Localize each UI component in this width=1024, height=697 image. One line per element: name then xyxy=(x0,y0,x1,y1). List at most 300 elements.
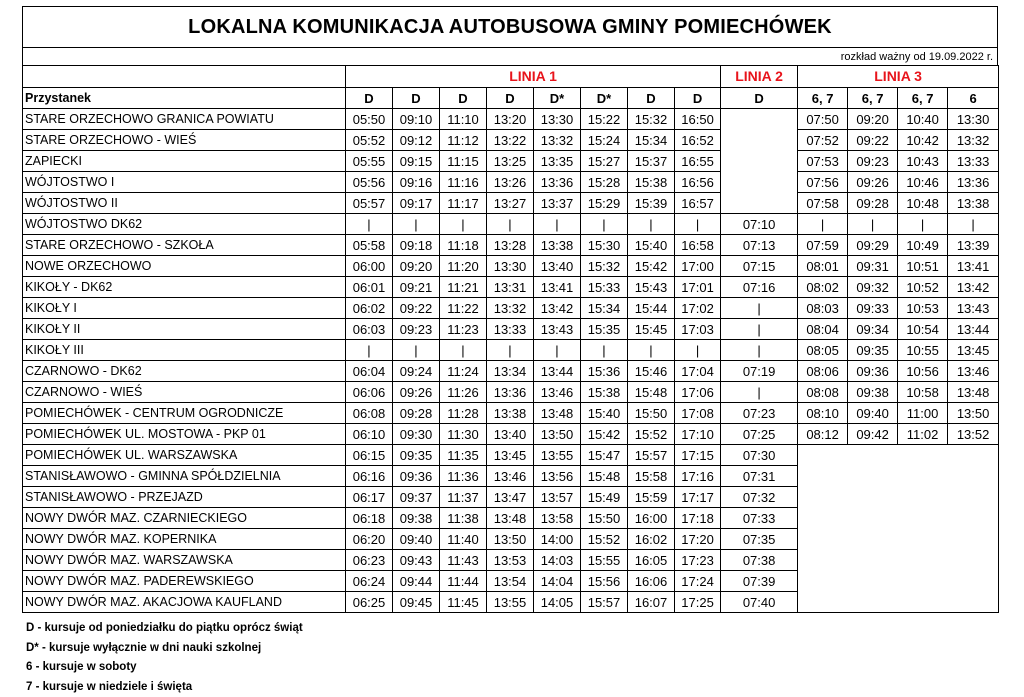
departure-time: 07:31 xyxy=(721,466,798,487)
departure-time: 15:52 xyxy=(581,529,628,550)
stop-name: POMIECHÓWEK UL. MOSTOWA - PKP 01 xyxy=(23,424,346,445)
departure-time: 09:23 xyxy=(393,319,440,340)
departure-time: 06:15 xyxy=(346,445,393,466)
departure-time: | xyxy=(581,340,628,361)
departure-time: 13:36 xyxy=(487,382,534,403)
departure-time: 11:23 xyxy=(440,319,487,340)
departure-time: 09:26 xyxy=(393,382,440,403)
departure-time: 07:32 xyxy=(721,487,798,508)
departure-time: 13:25 xyxy=(487,151,534,172)
departure-time: 17:17 xyxy=(675,487,721,508)
departure-time: | xyxy=(628,214,675,235)
departure-time: 09:28 xyxy=(848,193,898,214)
departure-time: 13:35 xyxy=(534,151,581,172)
departure-time: 10:42 xyxy=(898,130,948,151)
departure-time: 15:59 xyxy=(628,487,675,508)
table-row xyxy=(23,130,999,151)
table-row xyxy=(23,361,999,382)
departure-time: 09:38 xyxy=(848,382,898,403)
departure-time: 17:08 xyxy=(675,403,721,424)
departure-time: 09:37 xyxy=(393,487,440,508)
departure-time: 15:50 xyxy=(581,508,628,529)
departure-time: 13:43 xyxy=(534,319,581,340)
departure-time: 16:00 xyxy=(628,508,675,529)
departure-time: 09:20 xyxy=(848,109,898,130)
line-2-header: LINIA 2 xyxy=(721,66,798,88)
departure-time: 10:55 xyxy=(898,340,948,361)
departure-time: 16:58 xyxy=(675,235,721,256)
departure-time: 06:01 xyxy=(346,277,393,298)
departure-time: 08:04 xyxy=(798,319,848,340)
departure-time: 13:40 xyxy=(534,256,581,277)
departure-time: 07:33 xyxy=(721,508,798,529)
departure-time: 13:56 xyxy=(534,466,581,487)
departure-time: 16:06 xyxy=(628,571,675,592)
departure-time: 15:57 xyxy=(628,445,675,466)
departure-time: 16:02 xyxy=(628,529,675,550)
departure-time: 17:15 xyxy=(675,445,721,466)
stop-name: STARE ORZECHOWO - SZKOŁA xyxy=(23,235,346,256)
departure-time: 06:10 xyxy=(346,424,393,445)
departure-time: 06:25 xyxy=(346,592,393,613)
departure-time: 09:20 xyxy=(393,256,440,277)
departure-time: 09:34 xyxy=(848,319,898,340)
departure-time: 17:00 xyxy=(675,256,721,277)
departure-time: 11:24 xyxy=(440,361,487,382)
day-code: 6, 7 xyxy=(848,88,898,109)
table-row xyxy=(23,235,999,256)
departure-time: 15:27 xyxy=(581,151,628,172)
departure-time: 09:36 xyxy=(393,466,440,487)
departure-time: 11:38 xyxy=(440,508,487,529)
departure-time: 16:52 xyxy=(675,130,721,151)
departure-time: | xyxy=(898,214,948,235)
departure-time: 09:30 xyxy=(393,424,440,445)
departure-time: 15:38 xyxy=(581,382,628,403)
table-row xyxy=(23,193,999,214)
departure-time: 15:46 xyxy=(628,361,675,382)
departure-time: 16:57 xyxy=(675,193,721,214)
departure-time: 05:55 xyxy=(346,151,393,172)
departure-time: | xyxy=(487,340,534,361)
stop-name: NOWY DWÓR MAZ. AKACJOWA KAUFLAND xyxy=(23,592,346,613)
departure-time: | xyxy=(848,214,898,235)
legend-item: 7 - kursuje w niedziele i święta xyxy=(26,678,303,697)
departure-time: 13:33 xyxy=(948,151,999,172)
departure-time: 13:38 xyxy=(487,403,534,424)
departure-time: 10:43 xyxy=(898,151,948,172)
departure-time: 17:10 xyxy=(675,424,721,445)
departure-time: 17:16 xyxy=(675,466,721,487)
departure-time: | xyxy=(393,340,440,361)
departure-time: 13:46 xyxy=(948,361,999,382)
departure-time: 07:53 xyxy=(798,151,848,172)
departure-time: 11:30 xyxy=(440,424,487,445)
departure-time: 11:20 xyxy=(440,256,487,277)
departure-time: 09:42 xyxy=(848,424,898,445)
departure-time: 13:42 xyxy=(534,298,581,319)
departure-time: 15:55 xyxy=(581,550,628,571)
departure-time: 09:12 xyxy=(393,130,440,151)
departure-time: 13:52 xyxy=(948,424,999,445)
departure-time: | xyxy=(798,214,848,235)
departure-time: 13:22 xyxy=(487,130,534,151)
legend xyxy=(26,619,303,697)
departure-time: 15:40 xyxy=(628,235,675,256)
stop-name: STARE ORZECHOWO - WIEŚ xyxy=(23,130,346,151)
departure-time: 11:17 xyxy=(440,193,487,214)
departure-time: 17:25 xyxy=(675,592,721,613)
departure-time: 13:28 xyxy=(487,235,534,256)
day-code: 6 xyxy=(948,88,999,109)
departure-time: 13:30 xyxy=(487,256,534,277)
stop-name: KIKOŁY II xyxy=(23,319,346,340)
stop-name: CZARNOWO - WIEŚ xyxy=(23,382,346,403)
departure-time: 13:57 xyxy=(534,487,581,508)
departure-time: 15:42 xyxy=(581,424,628,445)
departure-time: 06:24 xyxy=(346,571,393,592)
departure-time: | xyxy=(440,340,487,361)
stop-name: NOWY DWÓR MAZ. KOPERNIKA xyxy=(23,529,346,550)
departure-time: 06:04 xyxy=(346,361,393,382)
departure-time: 09:38 xyxy=(393,508,440,529)
day-code: 6, 7 xyxy=(798,88,848,109)
departure-time: 14:03 xyxy=(534,550,581,571)
departure-time: 13:39 xyxy=(948,235,999,256)
departure-time: 17:18 xyxy=(675,508,721,529)
stop-name: POMIECHÓWEK - CENTRUM OGRODNICZE xyxy=(23,403,346,424)
departure-time: 05:56 xyxy=(346,172,393,193)
departure-time: 15:56 xyxy=(581,571,628,592)
departure-time: 15:22 xyxy=(581,109,628,130)
departure-time: 07:56 xyxy=(798,172,848,193)
departure-time: 07:30 xyxy=(721,445,798,466)
departure-time: 09:21 xyxy=(393,277,440,298)
departure-time: 15:28 xyxy=(581,172,628,193)
departure-time: 15:45 xyxy=(628,319,675,340)
departure-time: 10:46 xyxy=(898,172,948,193)
departure-time: | xyxy=(346,214,393,235)
departure-time: 10:56 xyxy=(898,361,948,382)
table-row xyxy=(23,382,999,403)
departure-time: | xyxy=(721,340,798,361)
departure-time: 09:33 xyxy=(848,298,898,319)
departure-time: 15:32 xyxy=(628,109,675,130)
departure-time: 11:40 xyxy=(440,529,487,550)
departure-time: 08:08 xyxy=(798,382,848,403)
departure-time: 07:59 xyxy=(798,235,848,256)
departure-time: 09:32 xyxy=(848,277,898,298)
departure-time: 05:50 xyxy=(346,109,393,130)
departure-time: | xyxy=(675,214,721,235)
departure-time: 13:47 xyxy=(487,487,534,508)
departure-time: 13:40 xyxy=(487,424,534,445)
departure-time: | xyxy=(581,214,628,235)
departure-time: 15:47 xyxy=(581,445,628,466)
table-row xyxy=(23,298,999,319)
validity-note: rozkład ważny od 19.09.2022 r. xyxy=(22,47,998,65)
legend-item: D - kursuje od poniedziałku do piątku oprócz świąt xyxy=(26,619,303,639)
departure-time: 06:08 xyxy=(346,403,393,424)
departure-time: 07:50 xyxy=(798,109,848,130)
departure-time: 07:58 xyxy=(798,193,848,214)
table-row xyxy=(23,214,999,235)
departure-time: 10:58 xyxy=(898,382,948,403)
departure-time: | xyxy=(487,214,534,235)
departure-time: 17:02 xyxy=(675,298,721,319)
departure-time: 13:58 xyxy=(534,508,581,529)
departure-time: 09:22 xyxy=(393,298,440,319)
departure-time: 16:05 xyxy=(628,550,675,571)
departure-time: 15:58 xyxy=(628,466,675,487)
day-code: D xyxy=(721,88,798,109)
departure-time: | xyxy=(393,214,440,235)
departure-time: 09:23 xyxy=(848,151,898,172)
table-row xyxy=(23,109,999,130)
departure-time: 15:37 xyxy=(628,151,675,172)
departure-time: 11:15 xyxy=(440,151,487,172)
departure-time: 11:45 xyxy=(440,592,487,613)
legend-item: D* - kursuje wyłącznie w dni nauki szkolnej xyxy=(26,639,303,659)
departure-time: 08:05 xyxy=(798,340,848,361)
departure-time: 14:04 xyxy=(534,571,581,592)
legend-item: 6 - kursuje w soboty xyxy=(26,658,303,678)
departure-time: 13:20 xyxy=(487,109,534,130)
stop-name: STANISŁAWOWO - PRZEJAZD xyxy=(23,487,346,508)
timetable-body xyxy=(23,109,999,613)
departure-time: 15:57 xyxy=(581,592,628,613)
departure-time: 11:36 xyxy=(440,466,487,487)
departure-time: 09:28 xyxy=(393,403,440,424)
header-blank-cell xyxy=(23,66,346,88)
departure-time: 07:13 xyxy=(721,235,798,256)
departure-time: | xyxy=(628,340,675,361)
day-code: D xyxy=(393,88,440,109)
day-code: 6, 7 xyxy=(898,88,948,109)
day-code: D xyxy=(628,88,675,109)
departure-time: 09:35 xyxy=(848,340,898,361)
departure-time: 09:40 xyxy=(393,529,440,550)
departure-time: 09:44 xyxy=(393,571,440,592)
table-row xyxy=(23,445,999,466)
table-row xyxy=(23,172,999,193)
departure-time: | xyxy=(346,340,393,361)
departure-time: 07:23 xyxy=(721,403,798,424)
departure-time: 09:15 xyxy=(393,151,440,172)
table-row xyxy=(23,256,999,277)
departure-time: 13:38 xyxy=(948,193,999,214)
departure-time: 07:16 xyxy=(721,277,798,298)
departure-time: 13:45 xyxy=(948,340,999,361)
stop-name: NOWY DWÓR MAZ. CZARNIECKIEGO xyxy=(23,508,346,529)
departure-time: 13:30 xyxy=(948,109,999,130)
departure-time: 13:32 xyxy=(948,130,999,151)
departure-time: 11:35 xyxy=(440,445,487,466)
departure-time: 06:06 xyxy=(346,382,393,403)
departure-time: 06:02 xyxy=(346,298,393,319)
departure-time: | xyxy=(534,340,581,361)
table-row xyxy=(23,424,999,445)
departure-time: 13:27 xyxy=(487,193,534,214)
departure-time: 13:55 xyxy=(487,592,534,613)
departure-time: 05:58 xyxy=(346,235,393,256)
departure-time: 17:04 xyxy=(675,361,721,382)
departure-time: 15:43 xyxy=(628,277,675,298)
table-row xyxy=(23,319,999,340)
departure-time: 15:24 xyxy=(581,130,628,151)
departure-time: 13:41 xyxy=(948,256,999,277)
departure-time: 17:20 xyxy=(675,529,721,550)
departure-time: 15:52 xyxy=(628,424,675,445)
day-code: D* xyxy=(581,88,628,109)
departure-time: 09:35 xyxy=(393,445,440,466)
departure-time: 06:00 xyxy=(346,256,393,277)
departure-time: 06:18 xyxy=(346,508,393,529)
departure-time: | xyxy=(721,319,798,340)
departure-time: 15:34 xyxy=(581,298,628,319)
departure-time: 13:44 xyxy=(534,361,581,382)
stop-name: POMIECHÓWEK UL. WARSZAWSKA xyxy=(23,445,346,466)
stop-name: WÓJTOSTWO I xyxy=(23,172,346,193)
departure-time: 06:03 xyxy=(346,319,393,340)
departure-time: 11:37 xyxy=(440,487,487,508)
departure-time: 11:10 xyxy=(440,109,487,130)
departure-time: 07:25 xyxy=(721,424,798,445)
departure-time: 09:36 xyxy=(848,361,898,382)
departure-time: 15:39 xyxy=(628,193,675,214)
departure-time: 16:07 xyxy=(628,592,675,613)
departure-time: 16:55 xyxy=(675,151,721,172)
departure-time: 13:42 xyxy=(948,277,999,298)
stop-name: KIKOŁY I xyxy=(23,298,346,319)
departure-time: | xyxy=(675,340,721,361)
table-row xyxy=(23,340,999,361)
line-2-empty-cell xyxy=(721,109,798,214)
departure-time: 13:32 xyxy=(534,130,581,151)
departure-time: 13:45 xyxy=(487,445,534,466)
stop-name: CZARNOWO - DK62 xyxy=(23,361,346,382)
departure-time: | xyxy=(721,382,798,403)
departure-time: 08:02 xyxy=(798,277,848,298)
departure-time: 07:52 xyxy=(798,130,848,151)
line-1-header: LINIA 1 xyxy=(346,66,721,88)
departure-time: 13:38 xyxy=(534,235,581,256)
departure-time: 15:29 xyxy=(581,193,628,214)
departure-time: 07:10 xyxy=(721,214,798,235)
stop-name: NOWE ORZECHOWO xyxy=(23,256,346,277)
departure-time: 11:00 xyxy=(898,403,948,424)
departure-time: 05:52 xyxy=(346,130,393,151)
departure-time: 10:52 xyxy=(898,277,948,298)
stop-name: NOWY DWÓR MAZ. WARSZAWSKA xyxy=(23,550,346,571)
stop-name: STARE ORZECHOWO GRANICA POWIATU xyxy=(23,109,346,130)
departure-time: 15:42 xyxy=(628,256,675,277)
timetable xyxy=(22,65,999,613)
departure-time: | xyxy=(440,214,487,235)
departure-time: 13:30 xyxy=(534,109,581,130)
departure-time: 13:55 xyxy=(534,445,581,466)
stop-name: ZAPIECKI xyxy=(23,151,346,172)
departure-time: 17:01 xyxy=(675,277,721,298)
departure-time: 07:40 xyxy=(721,592,798,613)
departure-time: | xyxy=(948,214,999,235)
departure-time: 09:29 xyxy=(848,235,898,256)
departure-time: 11:02 xyxy=(898,424,948,445)
stop-name: STANISŁAWOWO - GMINNA SPÓŁDZIELNIA xyxy=(23,466,346,487)
departure-time: 09:16 xyxy=(393,172,440,193)
departure-time: 15:48 xyxy=(628,382,675,403)
departure-time: 06:16 xyxy=(346,466,393,487)
departure-time: 14:05 xyxy=(534,592,581,613)
departure-time: 17:24 xyxy=(675,571,721,592)
departure-time: 08:01 xyxy=(798,256,848,277)
departure-time: 05:57 xyxy=(346,193,393,214)
departure-time: 17:03 xyxy=(675,319,721,340)
departure-time: 15:34 xyxy=(628,130,675,151)
departure-time: 10:53 xyxy=(898,298,948,319)
departure-time: 09:26 xyxy=(848,172,898,193)
departure-time: 17:23 xyxy=(675,550,721,571)
departure-time: 11:43 xyxy=(440,550,487,571)
stop-name: KIKOŁY III xyxy=(23,340,346,361)
departure-time: 16:56 xyxy=(675,172,721,193)
departure-time: 11:21 xyxy=(440,277,487,298)
stop-name: NOWY DWÓR MAZ. PADEREWSKIEGO xyxy=(23,571,346,592)
departure-time: 13:36 xyxy=(534,172,581,193)
departure-time: 09:31 xyxy=(848,256,898,277)
departure-time: 09:24 xyxy=(393,361,440,382)
departure-time: 13:48 xyxy=(487,508,534,529)
departure-time: 09:43 xyxy=(393,550,440,571)
table-row xyxy=(23,403,999,424)
day-code: D* xyxy=(534,88,581,109)
departure-time: 13:48 xyxy=(948,382,999,403)
departure-time: 09:45 xyxy=(393,592,440,613)
departure-time: 15:49 xyxy=(581,487,628,508)
departure-time: 11:26 xyxy=(440,382,487,403)
departure-time: 15:40 xyxy=(581,403,628,424)
departure-time: 11:22 xyxy=(440,298,487,319)
departure-time: 08:03 xyxy=(798,298,848,319)
departure-time: 13:44 xyxy=(948,319,999,340)
line-3-header: LINIA 3 xyxy=(798,66,999,88)
departure-time: 15:32 xyxy=(581,256,628,277)
departure-time: 13:53 xyxy=(487,550,534,571)
departure-time: 13:26 xyxy=(487,172,534,193)
day-code: D xyxy=(675,88,721,109)
departure-time: 09:40 xyxy=(848,403,898,424)
departure-time: 07:19 xyxy=(721,361,798,382)
departure-time: 09:10 xyxy=(393,109,440,130)
departure-time: 15:36 xyxy=(581,361,628,382)
departure-time: 15:35 xyxy=(581,319,628,340)
departure-time: 09:17 xyxy=(393,193,440,214)
page-title: LOKALNA KOMUNIKACJA AUTOBUSOWA GMINY POMIECHÓWEK xyxy=(22,6,998,47)
departure-time: 15:38 xyxy=(628,172,675,193)
departure-time: 06:17 xyxy=(346,487,393,508)
stop-name: WÓJTOSTWO II xyxy=(23,193,346,214)
departure-time: | xyxy=(534,214,581,235)
stop-name: KIKOŁY - DK62 xyxy=(23,277,346,298)
day-code: D xyxy=(487,88,534,109)
departure-time: 11:28 xyxy=(440,403,487,424)
departure-time: 17:06 xyxy=(675,382,721,403)
departure-time: 13:31 xyxy=(487,277,534,298)
departure-time: 13:48 xyxy=(534,403,581,424)
departure-time: 13:36 xyxy=(948,172,999,193)
departure-time: 07:15 xyxy=(721,256,798,277)
table-row xyxy=(23,277,999,298)
